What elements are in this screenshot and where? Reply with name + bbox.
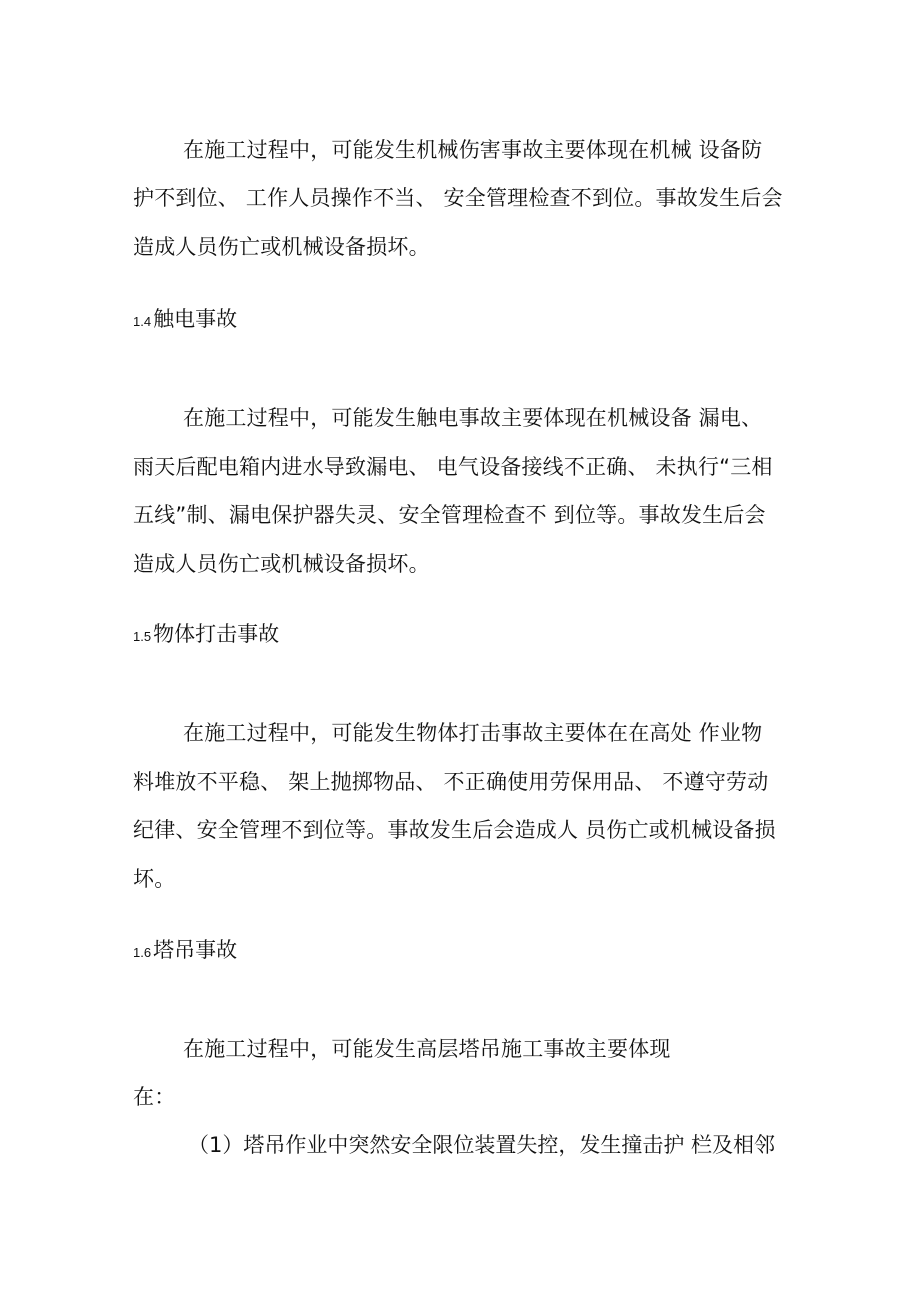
paragraph-line: 在施工过程中，可能发生机械伤害事故主要体现在机械 设备防 [183,138,763,162]
section-heading-1-4 [133,306,237,335]
paragraph-line: 在： [133,1085,176,1109]
section-heading-1-6 [133,937,237,966]
paragraph-line: 在施工过程中，可能发生物体打击事故主要体在在高处 作业物 [183,721,763,745]
paragraph-line: 雨天后配电箱内进水导致漏电、 电气设备接线不正确、 未执行“三相 [133,455,773,479]
paragraph-line: 纪律、安全管理不到位等。事故发生后会造成人 员伤亡或机械设备损 [133,818,776,842]
section-title: 物体打击事故 [153,622,280,646]
paragraph-line: 造成人员伤亡或机械设备损坏。 [133,235,430,259]
paragraph-line: 料堆放不平稳、 架上抛掷物品、 不正确使用劳保用品、 不遵守劳动 [133,770,769,794]
section-title: 触电事故 [153,307,238,331]
list-item: （1）塔吊作业中突然安全限位装置失控，发生撞击护 栏及相邻 [188,1133,776,1157]
section-number: 1.6 [133,945,152,960]
section-title: 塔吊事故 [153,938,238,962]
section-heading-1-5 [133,621,279,650]
paragraph-line: 在施工过程中，可能发生触电事故主要体现在机械设备 漏电、 [183,406,763,430]
paragraph-line: 护不到位、 工作人员操作不当、 安全管理检查不到位。事故发生后会 [133,186,783,210]
paragraph-line: 五线”制、漏电保护器失灵、安全管理检查不 到位等。事故发生后会 [133,503,766,527]
section-number: 1.5 [133,629,152,644]
paragraph-line: 造成人员伤亡或机械设备损坏。 [133,552,430,576]
paragraph-line: 坏。 [133,867,176,891]
section-number: 1.4 [133,314,152,329]
paragraph-line: 在施工过程中，可能发生高层塔吊施工事故主要体现 [183,1037,671,1061]
